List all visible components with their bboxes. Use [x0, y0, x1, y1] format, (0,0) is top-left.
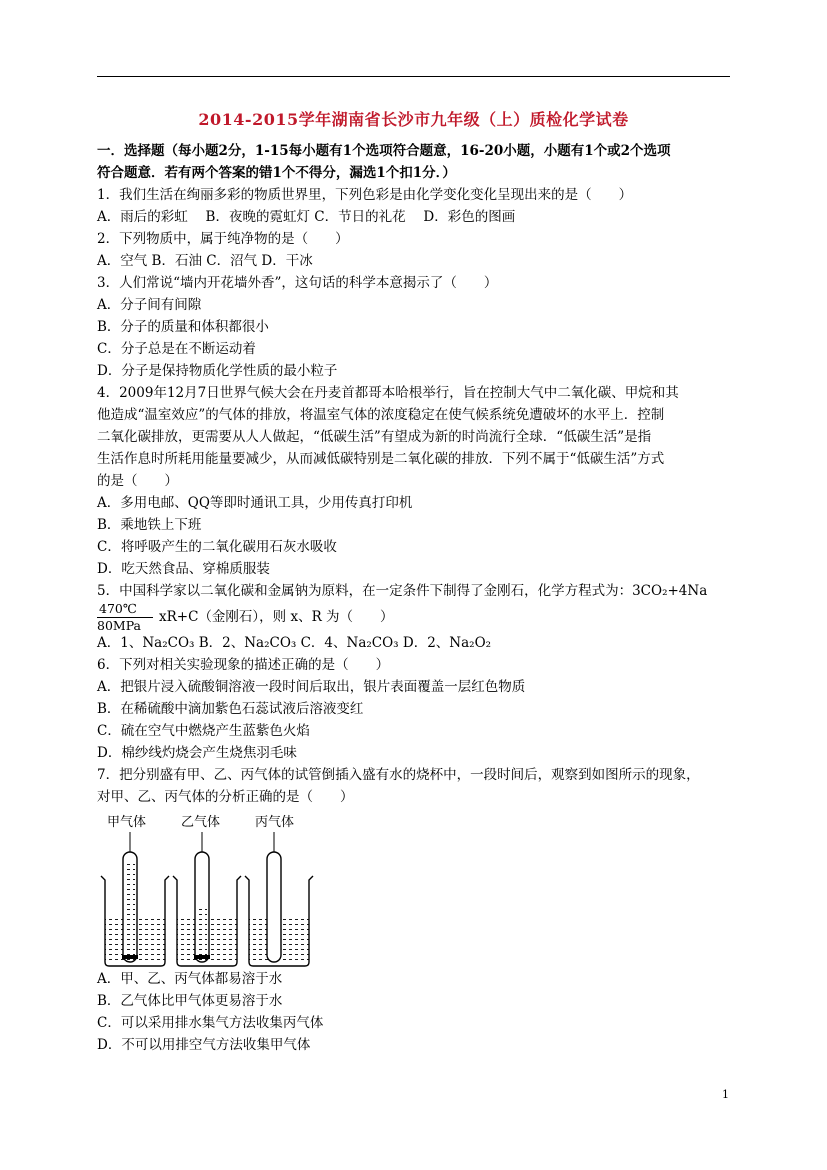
- q2-stem: 2．下列物质中，属于纯净物的是（ ）: [97, 231, 349, 247]
- q4-stem-line-2: 他造成“温室效应”的气体的排放，将温室气体的浓度稳定在使气候系统免遭破坏的水平上．控制: [97, 407, 665, 423]
- q1-options: A．雨后的彩虹 B．夜晚的霓虹灯 C．节日的礼花 D．彩色的图画: [97, 209, 516, 225]
- q6-option-a: A．把银片浸入硫酸铜溶液一段时间后取出，银片表面覆盖一层红色物质: [97, 679, 526, 695]
- q4-option-b: B．乘地铁上下班: [97, 517, 202, 533]
- beaker-c: [245, 832, 313, 966]
- q3-option-b: B．分子的质量和体积都很小: [97, 319, 269, 335]
- beakers-diagram: [97, 812, 337, 967]
- exam-content: [97, 140, 732, 1056]
- equation-products: xR+C（金刚石），则 x、R 为（ ）: [159, 609, 394, 625]
- condition-pressure: 80MPa: [97, 617, 142, 633]
- q4-stem-line-5: 的是（ ）: [97, 473, 178, 489]
- q7-option-c: C．可以采用排水集气方法收集丙气体: [97, 1015, 324, 1031]
- page-number: 1: [722, 1088, 729, 1101]
- q5-options: A．1、Na₂CO₃ B．2、Na₂CO₃ C．4、Na₂CO₃ D．2、Na₂O₂: [97, 635, 492, 651]
- q7-option-d: D．不可以用排空气方法收集甲气体: [97, 1037, 311, 1053]
- q7-option-b: B．乙气体比甲气体更易溶于水: [97, 993, 283, 1009]
- q3-stem: 3．人们常说“墙内开花墙外香”，这句话的科学本意揭示了（ ）: [97, 275, 498, 291]
- beaker-b: [173, 832, 241, 966]
- beaker-a: [101, 832, 169, 966]
- condition-temperature: 470℃: [97, 602, 153, 618]
- q4-stem-line-1: 4．2009年12月7日世界气候大会在丹麦首都哥本哈根举行，旨在控制大气中二氧化碳、甲烷和其: [97, 385, 679, 401]
- q4-option-a: A．多用电邮、QQ等即时通讯工具，少用传真打印机: [97, 495, 413, 511]
- q4-option-d: D．吃天然食品、穿棉质服装: [97, 561, 270, 577]
- q4-option-c: C．将呼吸产生的二氧化碳用石灰水吸收: [97, 539, 337, 555]
- section-header-line-2: 符合题意．若有两个答案的错1个不得分，漏选1个扣1分．）: [97, 165, 456, 181]
- q7-test-tube-figure: [97, 808, 732, 968]
- q3-option-c: C．分子总是在不断运动着: [97, 341, 256, 357]
- q6-stem: 6．下列对相关实验现象的描述正确的是（ ）: [97, 657, 390, 673]
- q6-option-b: B．在稀硫酸中滴加紫色石蕊试液后溶液变红: [97, 701, 364, 717]
- q5-stem: 5．中国科学家以二氧化碳和金属钠为原料，在一定条件下制得了金刚石，化学方程式为：3CO₂+4Na: [97, 583, 708, 599]
- q3-option-a: A．分子间有间隙: [97, 297, 202, 313]
- q5-equation: [97, 602, 732, 632]
- exam-title: 2014-2015学年湖南省长沙市九年级（上）质检化学试卷: [198, 110, 629, 129]
- label-gas-a: 甲气体: [107, 815, 147, 830]
- q6-option-d: D．棉纱线灼烧会产生烧焦羽毛味: [97, 745, 297, 761]
- q7-option-a: A．甲、乙、丙气体都易溶于水: [97, 971, 283, 987]
- q7-stem-line-2: 对甲、乙、丙气体的分析正确的是（ ）: [97, 789, 354, 805]
- reaction-condition: [97, 602, 153, 633]
- q7-stem-line-1: 7．把分别盛有甲、乙、丙气体的试管倒插入盛有水的烧杯中，一段时间后，观察到如图所示的现象，: [97, 767, 700, 783]
- label-gas-b: 乙气体: [181, 815, 221, 830]
- q3-option-d: D．分子是保持物质化学性质的最小粒子: [97, 363, 338, 379]
- q6-option-c: C．硫在空气中燃烧产生蓝紫色火焰: [97, 723, 310, 739]
- q1-stem: 1．我们生活在绚丽多彩的物质世界里，下列色彩是由化学变化变化呈现出来的是（ ）: [97, 187, 633, 203]
- q2-options: A．空气 B．石油 C．沼气 D．干冰: [97, 253, 313, 269]
- q4-stem-line-4: 生活作息时所耗用能量要减少，从而减低碳特别是二氧化碳的排放．下列不属于“低碳生活”方式: [97, 451, 665, 467]
- header-rule: [97, 76, 730, 77]
- label-gas-c: 丙气体: [255, 815, 295, 830]
- section-header-line-1: 一．选择题（每小题2分，1-15每小题有1个选项符合题意，16-20小题，小题有1个或2个选项: [97, 143, 671, 159]
- q4-stem-line-3: 二氧化碳排放，更需要从人人做起，“低碳生活”有望成为新的时尚流行全球．“低碳生活”是指: [97, 429, 652, 445]
